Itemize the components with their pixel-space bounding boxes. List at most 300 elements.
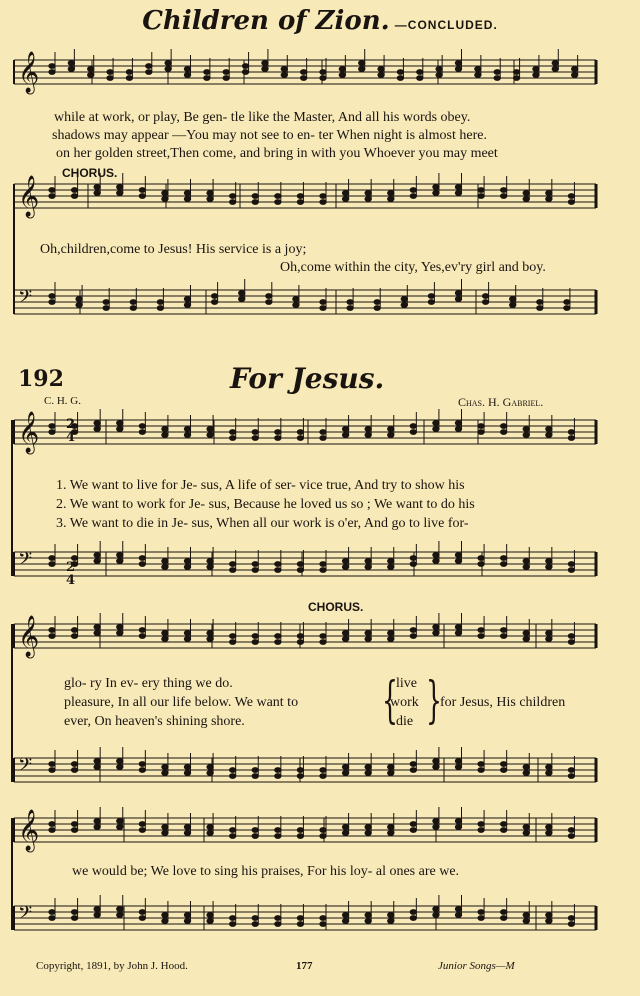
note-head [455, 759, 461, 764]
note-head [139, 424, 145, 429]
note-head [139, 430, 145, 435]
note-head [342, 565, 348, 570]
note-head [500, 194, 506, 199]
note-head [342, 559, 348, 564]
note-head [184, 73, 190, 78]
note-head [568, 194, 574, 199]
note-head [252, 828, 258, 833]
note-head [533, 67, 539, 72]
note-head [117, 421, 123, 426]
note-head [500, 828, 506, 833]
note-head [410, 822, 416, 827]
note-head [49, 64, 55, 69]
note-head [117, 191, 123, 196]
note-head [320, 562, 326, 567]
note-head [229, 194, 235, 199]
note-head [500, 430, 506, 435]
hymn-verse-1: 1. We want to live for Je- sus, A life of ser- vice true, And try to show his [56, 478, 465, 493]
note-head [229, 916, 235, 921]
note-head [478, 634, 484, 639]
note-head [184, 67, 190, 72]
note-head [455, 819, 461, 824]
note-head [252, 922, 258, 927]
note-head [568, 774, 574, 779]
note-head [162, 913, 168, 918]
note-head [342, 433, 348, 438]
note-head [568, 634, 574, 639]
note-head [49, 188, 55, 193]
note-head [162, 559, 168, 564]
note-head [207, 433, 213, 438]
note-head [546, 433, 552, 438]
note-head [455, 825, 461, 830]
note-head [320, 834, 326, 839]
note-head [229, 200, 235, 205]
note-head [342, 831, 348, 836]
note-head [320, 194, 326, 199]
note-head [71, 634, 77, 639]
note-head [568, 562, 574, 567]
note-head [537, 300, 543, 305]
note-head [281, 73, 287, 78]
verse-line-1: while at work, or play, Be gen- tle like the Master, And all his words obey. [54, 110, 471, 125]
note-head [478, 562, 484, 567]
note-head [162, 191, 168, 196]
note-head [49, 294, 55, 299]
note-head [207, 913, 213, 918]
note-head [455, 913, 461, 918]
note-head [410, 916, 416, 921]
note-head [478, 768, 484, 773]
note-head [266, 300, 272, 305]
note-head [229, 828, 235, 833]
note-head [139, 768, 145, 773]
note-head [252, 568, 258, 573]
page-number: 177 [296, 960, 313, 972]
note-head [365, 559, 371, 564]
chorus-label-2: CHORUS. [308, 600, 364, 614]
note-head [388, 427, 394, 432]
note-head [523, 825, 529, 830]
note-head [433, 819, 439, 824]
chorus-line-2: Oh,come within the city, Yes,ev'ry girl and boy. [280, 260, 546, 275]
bass-clef-icon: 𝄢 [18, 903, 33, 928]
note-head [365, 831, 371, 836]
note-head [117, 765, 123, 770]
note-head [71, 194, 77, 199]
bass-clef-icon: 𝄢 [18, 755, 33, 780]
note-head [410, 768, 416, 773]
note-head [365, 427, 371, 432]
note-head [71, 188, 77, 193]
note-head [455, 291, 461, 296]
note-head [455, 185, 461, 190]
note-head [275, 430, 281, 435]
note-head [252, 436, 258, 441]
note-head [211, 300, 217, 305]
note-head [130, 306, 136, 311]
note-head [229, 568, 235, 573]
note-head [162, 831, 168, 836]
note-head [410, 194, 416, 199]
note-head [347, 300, 353, 305]
note-head [184, 913, 190, 918]
note-head [500, 768, 506, 773]
note-head [568, 436, 574, 441]
note-head [223, 76, 229, 81]
note-head [49, 562, 55, 567]
note-head [365, 433, 371, 438]
note-head [320, 76, 326, 81]
note-head [117, 759, 123, 764]
note-head [568, 430, 574, 435]
note-head [297, 768, 303, 773]
note-head [242, 70, 248, 75]
note-head [94, 421, 100, 426]
note-head [297, 194, 303, 199]
note-head [433, 421, 439, 426]
note-head [239, 291, 245, 296]
note-head [139, 188, 145, 193]
note-head [184, 433, 190, 438]
note-head [410, 628, 416, 633]
note-head [339, 73, 345, 78]
note-head [94, 625, 100, 630]
note-head [500, 822, 506, 827]
note-head [320, 916, 326, 921]
note-head [117, 631, 123, 636]
note-head [130, 300, 136, 305]
treble-clef-icon: 𝄞 [18, 176, 40, 217]
note-head [207, 427, 213, 432]
note-head [546, 191, 552, 196]
note-head [342, 825, 348, 830]
note-head [564, 306, 570, 311]
note-head [455, 907, 461, 912]
note-head [513, 76, 519, 81]
note-head [204, 70, 210, 75]
note-head [94, 913, 100, 918]
note-head [347, 306, 353, 311]
note-head [207, 197, 213, 202]
note-head [359, 61, 365, 66]
note-head [568, 922, 574, 927]
note-head [229, 640, 235, 645]
note-head [410, 634, 416, 639]
note-head [500, 188, 506, 193]
note-head [320, 70, 326, 75]
note-head [552, 61, 558, 66]
note-head [546, 919, 552, 924]
note-head [500, 562, 506, 567]
note-head [184, 565, 190, 570]
note-head [401, 303, 407, 308]
note-head [184, 303, 190, 308]
note-head [88, 73, 94, 78]
note-head [397, 76, 403, 81]
note-head [500, 628, 506, 633]
note-head [162, 765, 168, 770]
brace-left: { [381, 671, 398, 729]
hymn-composer: Chas. H. Gabriel. [458, 395, 544, 409]
verse-line-3: on her golden street,Then come, and bring in with you Whoever you may meet [56, 146, 498, 161]
note-head [388, 825, 394, 830]
note-head [94, 553, 100, 558]
cont-line-1: glo- ry In ev- ery thing we do. [64, 676, 233, 691]
note-head [388, 559, 394, 564]
note-head [117, 825, 123, 830]
note-head [500, 556, 506, 561]
note-head [252, 834, 258, 839]
note-head [523, 765, 529, 770]
note-head [207, 559, 213, 564]
note-head [68, 67, 74, 72]
note-head [478, 916, 484, 921]
treble-clef-icon: 𝄞 [18, 52, 40, 93]
note-head [117, 553, 123, 558]
note-head [365, 631, 371, 636]
note-head [162, 565, 168, 570]
note-head [184, 919, 190, 924]
note-head [388, 197, 394, 202]
note-head [275, 436, 281, 441]
note-head [510, 297, 516, 302]
note-head [139, 828, 145, 833]
note-head [478, 628, 484, 633]
note-head [455, 427, 461, 432]
note-head [275, 774, 281, 779]
note-head [239, 297, 245, 302]
note-head [242, 64, 248, 69]
note-head [117, 185, 123, 190]
note-head [49, 424, 55, 429]
note-head [433, 913, 439, 918]
note-head [184, 831, 190, 836]
note-head [297, 640, 303, 645]
note-head [433, 553, 439, 558]
note-head [71, 822, 77, 827]
note-head [94, 819, 100, 824]
note-head [388, 771, 394, 776]
note-head [455, 67, 461, 72]
note-head [146, 64, 152, 69]
note-head [482, 294, 488, 299]
note-head [410, 762, 416, 767]
note-head [568, 200, 574, 205]
note-head [433, 559, 439, 564]
note-head [455, 631, 461, 636]
note-head [482, 300, 488, 305]
book-mark: Junior Songs—M [438, 960, 515, 972]
note-head [184, 427, 190, 432]
note-head [388, 191, 394, 196]
note-head [455, 297, 461, 302]
note-head [184, 825, 190, 830]
note-head [475, 73, 481, 78]
note-head [71, 768, 77, 773]
note-head [252, 430, 258, 435]
chorus-line-1: Oh,children,come to Jesus! His service is a joy; [40, 242, 307, 257]
note-head [49, 768, 55, 773]
note-head [436, 67, 442, 72]
note-head [378, 67, 384, 72]
note-head [564, 300, 570, 305]
note-head [229, 430, 235, 435]
note-head [262, 61, 268, 66]
note-head [117, 625, 123, 630]
note-head [139, 634, 145, 639]
note-head [523, 559, 529, 564]
note-head [388, 637, 394, 642]
note-head [365, 771, 371, 776]
note-head [117, 907, 123, 912]
note-head [546, 565, 552, 570]
note-head [252, 640, 258, 645]
note-head [275, 768, 281, 773]
note-head [410, 828, 416, 833]
note-head [275, 640, 281, 645]
note-head [455, 191, 461, 196]
note-head [157, 306, 163, 311]
note-head [342, 197, 348, 202]
note-head [49, 828, 55, 833]
note-head [410, 910, 416, 915]
note-head [500, 634, 506, 639]
note-head [297, 562, 303, 567]
note-head [388, 631, 394, 636]
note-head [49, 628, 55, 633]
note-head [49, 762, 55, 767]
note-head [342, 765, 348, 770]
note-head [410, 562, 416, 567]
note-head [266, 294, 272, 299]
note-head [342, 191, 348, 196]
note-head [49, 916, 55, 921]
note-head [229, 436, 235, 441]
brace-right: } [425, 671, 442, 729]
note-head [320, 430, 326, 435]
note-head [139, 762, 145, 767]
note-head [546, 771, 552, 776]
note-head [475, 67, 481, 72]
note-head [71, 910, 77, 915]
note-head [455, 765, 461, 770]
note-head [546, 765, 552, 770]
note-head [252, 774, 258, 779]
note-head [523, 637, 529, 642]
note-head [410, 424, 416, 429]
note-head [252, 200, 258, 205]
note-head [139, 562, 145, 567]
note-head [139, 556, 145, 561]
note-head [184, 771, 190, 776]
note-head [162, 427, 168, 432]
note-head [126, 70, 132, 75]
note-head [320, 568, 326, 573]
note-head [49, 194, 55, 199]
note-head [103, 306, 109, 311]
note-head [494, 70, 500, 75]
note-head [107, 76, 113, 81]
note-head [410, 430, 416, 435]
note-head [184, 637, 190, 642]
note-head [117, 427, 123, 432]
note-head [139, 910, 145, 915]
time-signature-bottom: 4 [66, 430, 76, 445]
note-head [146, 70, 152, 75]
note-head [568, 834, 574, 839]
note-head [478, 828, 484, 833]
chorus-label-1: CHORUS. [62, 166, 118, 180]
time-signature-top: 2 [66, 417, 76, 432]
note-head [94, 191, 100, 196]
note-head [229, 562, 235, 567]
note-head [523, 771, 529, 776]
note-head [293, 303, 299, 308]
note-head [157, 300, 163, 305]
note-head [533, 73, 539, 78]
note-head [500, 424, 506, 429]
note-head [410, 556, 416, 561]
note-head [252, 194, 258, 199]
note-head [523, 433, 529, 438]
note-head [281, 67, 287, 72]
brace-word-die: die [396, 714, 414, 729]
note-head [320, 640, 326, 645]
note-head [478, 194, 484, 199]
note-head [49, 822, 55, 827]
note-head [76, 297, 82, 302]
note-head [342, 427, 348, 432]
hymn-verse-2: 2. We want to work for Je- sus, Because he loved us so ; We want to do his [56, 497, 475, 512]
note-head [229, 834, 235, 839]
note-head [537, 306, 543, 311]
note-head [103, 300, 109, 305]
note-head [207, 831, 213, 836]
note-head [252, 916, 258, 921]
note-head [433, 625, 439, 630]
note-head [297, 834, 303, 839]
note-head [139, 628, 145, 633]
note-head [428, 294, 434, 299]
final-line: we would be; We love to sing his praises, For his loy- al ones are we. [72, 864, 460, 879]
note-head [297, 568, 303, 573]
note-head [359, 67, 365, 72]
note-head [139, 822, 145, 827]
note-head [365, 919, 371, 924]
note-head [297, 774, 303, 779]
note-head [94, 185, 100, 190]
note-head [523, 427, 529, 432]
note-head [365, 637, 371, 642]
note-head [455, 625, 461, 630]
note-head [568, 640, 574, 645]
note-head [297, 430, 303, 435]
note-head [365, 913, 371, 918]
note-head [342, 919, 348, 924]
note-head [397, 70, 403, 75]
note-head [162, 771, 168, 776]
note-head [162, 631, 168, 636]
note-head [275, 568, 281, 573]
note-head [297, 634, 303, 639]
note-head [433, 907, 439, 912]
note-head [293, 297, 299, 302]
note-head [523, 913, 529, 918]
note-head [388, 913, 394, 918]
note-head [365, 765, 371, 770]
note-head [49, 300, 55, 305]
